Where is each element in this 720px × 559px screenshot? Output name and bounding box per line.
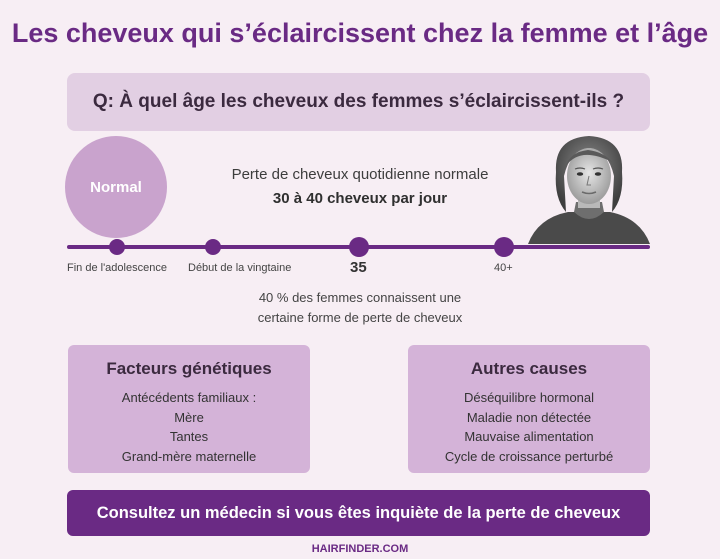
timeline-dot-40-plus — [494, 237, 514, 257]
timeline-dot-late-teens — [109, 239, 125, 255]
genetic-factor-item: Grand-mère maternelle — [121, 448, 257, 464]
other-causes-title: Autres causes — [470, 359, 588, 378]
other-cause-item: Déséquilibre hormonal — [463, 390, 595, 405]
daily-loss-value: 30 à 40 cheveux par jour — [272, 190, 448, 207]
question-banner: Q: À quel âge les cheveux des femmes s’éclaircissent-ils ? — [67, 73, 650, 131]
timeline-label-35: 35 — [350, 259, 367, 276]
statistic-text — [200, 288, 520, 328]
other-cause-item: Maladie non détectée — [466, 409, 592, 425]
timeline-label-late-teens: Fin de l'adolescence — [67, 262, 167, 274]
daily-loss-label: Perte de cheveux quotidienne normale — [231, 166, 489, 183]
normal-badge: Normal — [65, 136, 167, 238]
timeline-dot-early-twenties — [205, 239, 221, 255]
timeline-label-40-plus: 40+ — [494, 262, 513, 274]
consult-doctor-banner: Consultez un médecin si vous êtes inquiète de la perte de cheveux — [67, 490, 650, 536]
statistic-line-2: certaine forme de perte de cheveux — [257, 310, 463, 325]
timeline-dot-35 — [349, 237, 369, 257]
genetic-factors-title: Facteurs génétiques — [106, 359, 272, 378]
genetic-factors-card — [68, 345, 310, 473]
source-footer: HAIRFINDER.COM — [311, 543, 409, 555]
timeline-label-early-twenties: Début de la vingtaine — [188, 262, 292, 274]
other-cause-item: Cycle de croissance perturbé — [444, 448, 614, 464]
statistic-line-1: 40 % des femmes connaissent une — [258, 290, 462, 305]
woman-portrait — [528, 132, 650, 244]
other-cause-item: Mauvaise alimentation — [464, 429, 594, 444]
genetic-factor-item: Tantes — [169, 429, 209, 444]
page-title: Les cheveux qui s’éclaircissent chez la femme et l’âge — [11, 18, 709, 48]
genetic-factor-item: Antécédents familiaux : — [121, 390, 257, 405]
genetic-factor-item: Mère — [174, 409, 204, 425]
other-causes-card — [408, 345, 650, 473]
